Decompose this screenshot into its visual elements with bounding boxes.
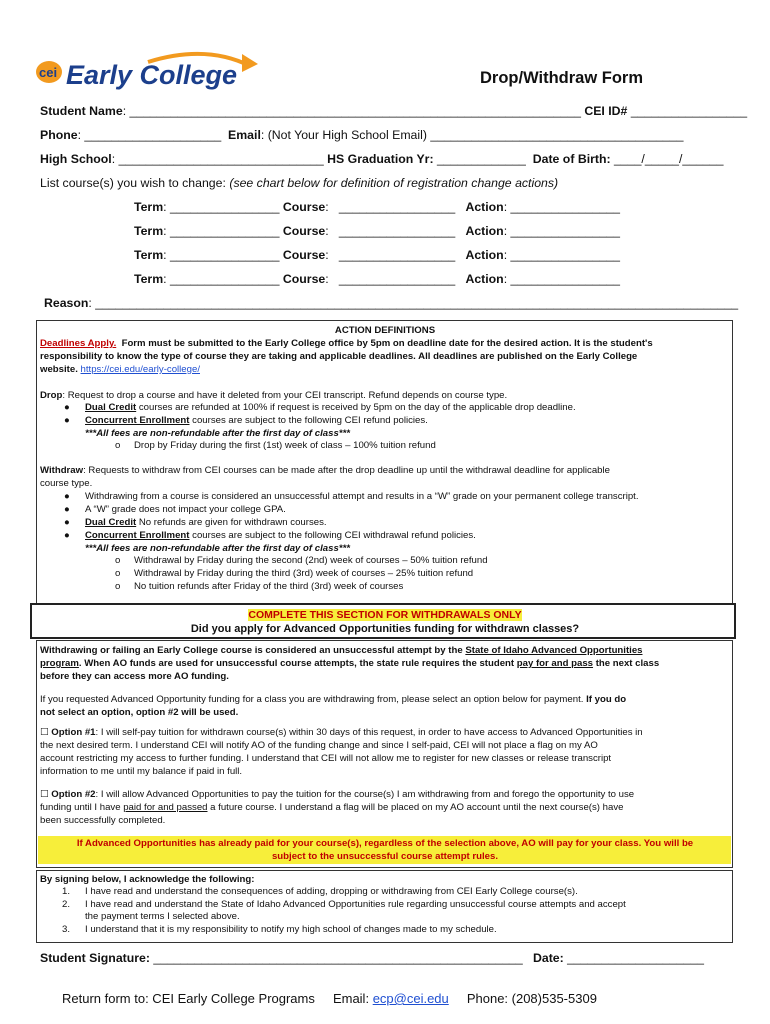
dob-input[interactable]: ____/_____/______ [614, 152, 724, 166]
deadline-line-3 [40, 364, 200, 377]
ao-paragraph-2 [40, 694, 626, 707]
website-label: website. [40, 364, 78, 375]
logo-prefix: cei [39, 65, 58, 80]
email-label: Email [228, 128, 261, 142]
ack-num-2: 2. [62, 899, 71, 910]
ao-text-bold: If you do [586, 694, 627, 705]
cei-id-label: CEI ID# [584, 104, 628, 118]
ao-text: the next class [595, 658, 660, 669]
withdrawals-banner-text: COMPLETE THIS SECTION FOR WITHDRAWALS ONLY [248, 609, 522, 621]
dual-credit-label: Dual Credit [85, 517, 137, 528]
term-input[interactable]: ________________ [170, 224, 280, 238]
option-1-line-3: account restricting my access to further funding. I understand that CEI will not allow me to register for new classes or release transcript [40, 753, 612, 764]
deadline-text: Form must be submitted to the Early College office by 5pm on deadline date for the desired action. It is the student's [121, 338, 653, 349]
ack-item-1: I have read and understand the consequences of adding, dropping or withdrawing from CEI Early College course(s). [85, 886, 578, 897]
hs-grad-input[interactable]: _____________ [436, 152, 526, 166]
withdraw-sub-2: Withdrawal by Friday during the third (3rd) week of courses – 25% tuition refund [134, 568, 474, 579]
action-definitions-heading: ACTION DEFINITIONS [334, 325, 436, 336]
term-input[interactable]: ________________ [170, 200, 280, 214]
footer-return: Return form to: CEI Early College Programs [62, 991, 315, 1006]
concurrent-text: courses are subject to the following CEI refund policies. [189, 415, 428, 426]
option-1 [40, 727, 643, 740]
bullet-icon: ● [64, 517, 70, 528]
course-input[interactable]: _________________ [338, 200, 456, 214]
option-1-line-2: the next desired term. I understand CEI will notify AO of the funding change and since I self-paid, CEI will not place a flag on my AO [40, 740, 598, 751]
action-label: Action [465, 248, 504, 262]
email-input[interactable]: _____________________________________ [430, 128, 684, 142]
action-label: Action [465, 200, 504, 214]
ack-heading: By signing below, I acknowledge the following: [40, 874, 255, 885]
reason-row: Reason: ______________________________________________________________________________________________ [44, 296, 739, 310]
concurrent-text: courses are subject to the following CEI withdrawal refund policies. [189, 530, 476, 541]
dual-credit-text: courses are refunded at 100% if request is received by 5pm on the day of the applicable drop deadline. [136, 402, 576, 413]
ao-text: If you requested Advanced Opportunity funding for a class you are withdrawing from, please select an option below for payment. [40, 694, 584, 705]
logo-text: Early College [66, 60, 238, 90]
date-input[interactable]: ____________________ [567, 951, 704, 965]
drop-text: : Request to drop a course and have it deleted from your CEI transcript. Refund depends on course type. [62, 390, 508, 401]
bullet-icon: ● [64, 491, 70, 502]
ao-program-word: program [40, 658, 79, 669]
student-name-input[interactable]: __________________________________________________________________ [129, 104, 581, 118]
action-input[interactable]: ________________ [510, 200, 620, 214]
withdraw-label: Withdraw [40, 465, 84, 476]
footer-email-link[interactable]: ecp@cei.edu [372, 991, 449, 1006]
action-input[interactable]: ________________ [510, 272, 620, 286]
fees-note: ***All fees are non-refundable after the first day of class*** [85, 543, 350, 554]
sub-bullet-icon: o [115, 440, 121, 451]
high-school-label: High School [40, 152, 112, 166]
ao-paragraph-1b [40, 658, 659, 671]
student-name-row: Student Name: __________________________________________________________________ CEI ID# _________________ [40, 104, 748, 118]
course-input[interactable]: _________________ [338, 248, 456, 262]
term-input[interactable]: ________________ [170, 272, 280, 286]
ack-num-1: 1. [62, 886, 71, 897]
course-input[interactable]: _________________ [338, 272, 456, 286]
deadlines-label: Deadlines Apply. [40, 338, 117, 349]
ao-question: Did you apply for Advanced Opportunities funding for withdrawn classes? [190, 623, 580, 635]
withdraw-bullet-3 [85, 517, 327, 530]
option-2-text: : I will allow Advanced Opportunities to pay the tuition for the course(s) I am withdrawing from and forego the opportunity to use [95, 789, 635, 800]
drop-definition [40, 390, 507, 403]
deadline-line-1 [40, 338, 653, 351]
phone-row: Phone: ____________________ Email: (Not Your High School Email) _____________________________________ [40, 128, 684, 142]
drop-sub-1: Drop by Friday during the first (1st) week of class – 100% tuition refund [134, 440, 436, 451]
footer-email-label: Email: [332, 991, 370, 1006]
withdraw-sub-1: Withdrawal by Friday during the second (2nd) week of courses – 50% tuition refund [134, 555, 488, 566]
reason-input[interactable]: ______________________________________________________________________________________________ [95, 296, 739, 310]
dual-credit-label: Dual Credit [85, 402, 137, 413]
term-input[interactable]: ________________ [170, 248, 280, 262]
reason-label: Reason [44, 296, 89, 310]
ack-item-2b: the payment terms I selected above. [85, 911, 240, 922]
ao-paragraph-2b: not select an option, option #2 will be used. [40, 707, 239, 718]
course-row: Term: ________________ Course: _________________ Action: ________________ [134, 200, 620, 214]
ao-paragraph-1 [40, 645, 643, 658]
high-school-row: High School: ______________________________ HS Graduation Yr: _____________ Date of Birth: ____/_____/______ [40, 152, 724, 166]
concurrent-label: Concurrent Enrollment [85, 415, 190, 426]
bullet-icon: ● [64, 415, 70, 426]
bullet-icon: ● [64, 530, 70, 541]
phone-input[interactable]: ____________________ [84, 128, 222, 142]
phone-label: Phone [40, 128, 78, 142]
withdraw-text-2: course type. [40, 478, 93, 489]
ao-note-line-2: subject to the unsuccessful course attempt rules. [271, 851, 499, 862]
signature-row [40, 951, 704, 965]
ao-program-link: State of Idaho Advanced Opportunities [465, 645, 643, 656]
sub-bullet-icon: o [115, 581, 121, 592]
withdraw-text: : Requests to withdraw from CEI courses can be made after the drop deadline up until the withdrawal deadline for applicable [83, 465, 610, 476]
action-label: Action [465, 224, 504, 238]
footer [62, 991, 597, 1006]
option-1-line-4: information to me until my balance if paid in full. [40, 766, 243, 777]
course-label: Course [282, 224, 326, 238]
action-input[interactable]: ________________ [510, 224, 620, 238]
deadline-line-2: responsibility to know the type of course they are taking and applicable deadlines. All deadlines are published on the Early College [40, 351, 638, 362]
option-2-checkbox[interactable]: ☐ [40, 789, 49, 800]
footer-phone: Phone: (208)535-5309 [466, 991, 597, 1006]
term-label: Term [134, 200, 164, 214]
ao-note-line-1: If Advanced Opportunities has already paid for your course(s), regardless of the selection above, AO will pay for your class. You will be [76, 838, 694, 849]
list-courses-note: (see chart below for definition of registration change actions) [229, 176, 559, 190]
option-1-text: : I will self-pay tuition for withdrawn course(s) within 30 days of this request, in order to have access to Advanced Opportunities in [95, 727, 643, 738]
course-label: Course [282, 248, 326, 262]
term-label: Term [134, 272, 164, 286]
bullet-icon: ● [64, 504, 70, 515]
course-row: Term: ________________ Course: _________________ Action: ________________ [134, 248, 620, 262]
course-label: Course [282, 272, 326, 286]
course-row: Term: ________________ Course: _________________ Action: ________________ [134, 224, 620, 238]
option-1-label: Option #1 [51, 727, 96, 738]
term-label: Term [134, 224, 164, 238]
ack-item-3: I understand that it is my responsibility to notify my high school of changes made to my schedule. [85, 924, 497, 935]
fees-note: ***All fees are non-refundable after the first day of class*** [85, 428, 350, 439]
ao-text: Withdrawing or failing an Early College course is considered an unsuccessful attempt by the [40, 645, 463, 656]
bullet-icon: ● [64, 402, 70, 413]
withdraw-bullet-1: Withdrawing from a course is considered an unsuccessful attempt and results in a “W” grade on your permanent college transcript. [85, 491, 639, 502]
ack-item-2: I have read and understand the State of Idaho Advanced Opportunities rule regarding unsuccessful course attempts and accept [85, 899, 626, 910]
withdrawals-banner [0, 609, 770, 622]
action-label: Action [465, 272, 504, 286]
option-2 [40, 789, 634, 802]
dual-credit-text: No refunds are given for withdrawn courses. [136, 517, 327, 528]
website-link[interactable]: https://cei.edu/early-college/ [80, 364, 200, 375]
option-2-line-3: been successfully completed. [40, 815, 166, 826]
pay-and-pass: pay for and pass [516, 658, 594, 669]
term-label: Term [134, 248, 164, 262]
cei-early-college-logo [36, 50, 266, 98]
signature-label: Student Signature: [40, 951, 150, 965]
cei-id-input[interactable]: _________________ [630, 104, 748, 118]
withdraw-sub-3: No tuition refunds after Friday of the third (3rd) week of courses [134, 581, 404, 592]
ao-text: . When AO funds are used for unsuccessful course attempts, the state rule requires the student [78, 658, 515, 669]
drop-concurrent [85, 415, 428, 428]
withdraw-definition [40, 465, 610, 478]
form-title: Drop/Withdraw Form [480, 69, 644, 87]
high-school-input[interactable]: ______________________________ [118, 152, 324, 166]
withdraw-bullet-4 [85, 530, 476, 543]
option-2-text: a future course. I understand a flag will be placed on my AO account until the next course(s) have [210, 802, 624, 813]
drop-dual-credit [85, 402, 576, 415]
list-courses-row [40, 176, 558, 190]
sub-bullet-icon: o [115, 568, 121, 579]
course-input[interactable]: _________________ [338, 224, 456, 238]
signature-input[interactable]: ______________________________________________________ [153, 951, 523, 965]
date-label: Date: [532, 951, 564, 965]
ao-paragraph-1c: before they can access more AO funding. [40, 671, 229, 682]
course-row: Term: ________________ Course: _________________ Action: ________________ [134, 272, 620, 286]
option-1-checkbox[interactable]: ☐ [40, 727, 49, 738]
concurrent-label: Concurrent Enrollment [85, 530, 190, 541]
action-input[interactable]: ________________ [510, 248, 620, 262]
withdraw-bullet-2: A “W” grade does not impact your college GPA. [85, 504, 286, 515]
course-label: Course [282, 200, 326, 214]
sub-bullet-icon: o [115, 555, 121, 566]
hs-grad-label: HS Graduation Yr: [327, 152, 434, 166]
option-2-label: Option #2 [51, 789, 96, 800]
ack-num-3: 3. [62, 924, 71, 935]
list-courses-label: List course(s) you wish to change: [40, 176, 226, 190]
dob-label: Date of Birth: [532, 152, 611, 166]
paid-and-passed: paid for and passed [123, 802, 208, 813]
drop-label: Drop [40, 390, 63, 401]
student-name-label: Student Name [40, 104, 123, 118]
option-2-line-2 [40, 802, 623, 815]
option-2-text: funding until I have [40, 802, 121, 813]
email-note: (Not Your High School Email) [267, 128, 427, 142]
